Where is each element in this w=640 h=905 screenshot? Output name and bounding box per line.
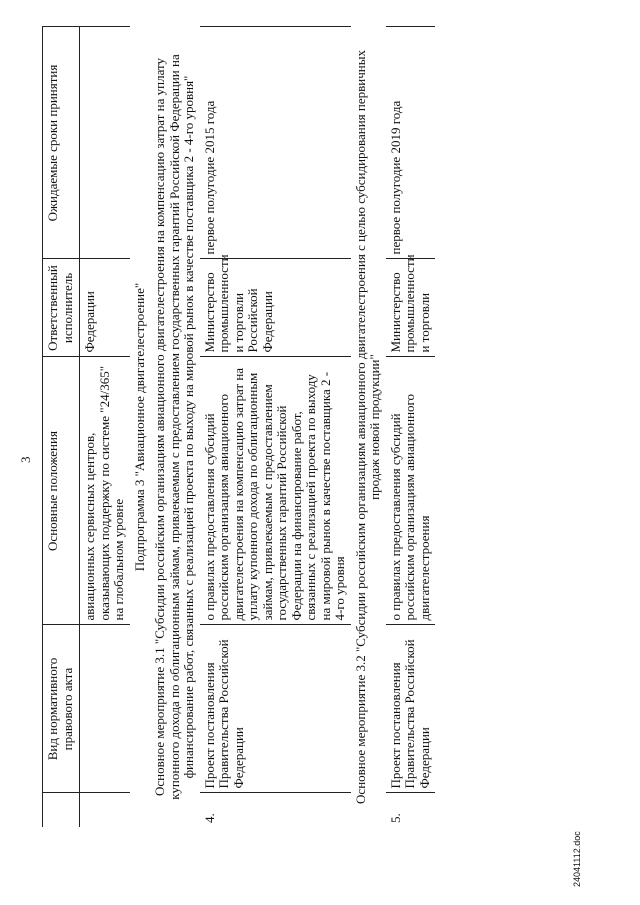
row-number: 4.: [200, 793, 351, 827]
legal-acts-table: [42, 27, 435, 827]
row-responsible: Министерство промышленности и торговли Российской Федерации: [200, 259, 351, 357]
page-number: 3: [18, 456, 33, 463]
continuation-responsible: Федерации: [80, 259, 130, 357]
measure-31-row: [150, 27, 200, 827]
measure-32-row: [351, 27, 386, 827]
subprogram-heading: Подпрограмма 3 "Авиационное двигателестроение": [131, 282, 147, 572]
subprogram-row: [130, 27, 151, 827]
table-row: [200, 27, 351, 827]
table-header-row: [43, 27, 80, 827]
header-deadline: Ожидаемые сроки принятия: [43, 27, 80, 259]
row-number: 5.: [386, 793, 436, 827]
table-row: [386, 27, 436, 827]
row-type: Проект постановления Правительства Российской Федерации: [200, 625, 351, 793]
row-deadline: первое полугодие 2015 года: [200, 27, 351, 259]
row-deadline: первое полугодие 2019 года: [386, 27, 436, 259]
header-responsible: Ответственный исполнитель: [43, 259, 80, 357]
row-provisions: о правилах предоставления субсидий российским организациям авиационного двигателестроения: [386, 357, 436, 625]
continuation-provisions: авиационных сервисных центров, оказывающих поддержку по системе "24/365" на глобальном уровне: [80, 357, 130, 625]
continuation-row: [80, 27, 130, 827]
file-reference: 24041112.doc: [572, 831, 582, 887]
measure-32-heading: Основное мероприятие 3.2 "Субсидии российским организациям авиационного двигателестроения с целью субсидирования первичных продаж новой продукции": [352, 50, 382, 804]
header-type: Вид нормативного правового акта: [43, 625, 80, 793]
row-type: Проект постановления Правительства Российской Федерации: [386, 625, 436, 793]
row-responsible: Министерство промышленности и торговли: [386, 259, 436, 357]
measure-31-heading: Основное мероприятие 3.1 "Субсидии российским организациям авиационного двигателестроения на компенсацию затрат на уплату купонного дохода по облигационным займам, привлекаемым с предоставлением государственных гарантий Российской Федерации на финансирование работ, связанных с реализацией проекта по выходу на мировой рынок в качестве поставщика 2 - 4-го уровня": [152, 54, 196, 800]
header-provisions: Основные положения: [43, 357, 80, 625]
row-provisions: о правилах предоставления субсидий российским организациям авиационного двигателестроения на компенсацию затрат на уплату купонного дохода по облигационным займам, привлекаемым с предоставлением государственных гарантий Российской Федерации на финансирование работ, связанных с реализацией проекта по выходу на мировой рынок в качестве поставщика 2 - 4-го уровня: [200, 357, 351, 625]
